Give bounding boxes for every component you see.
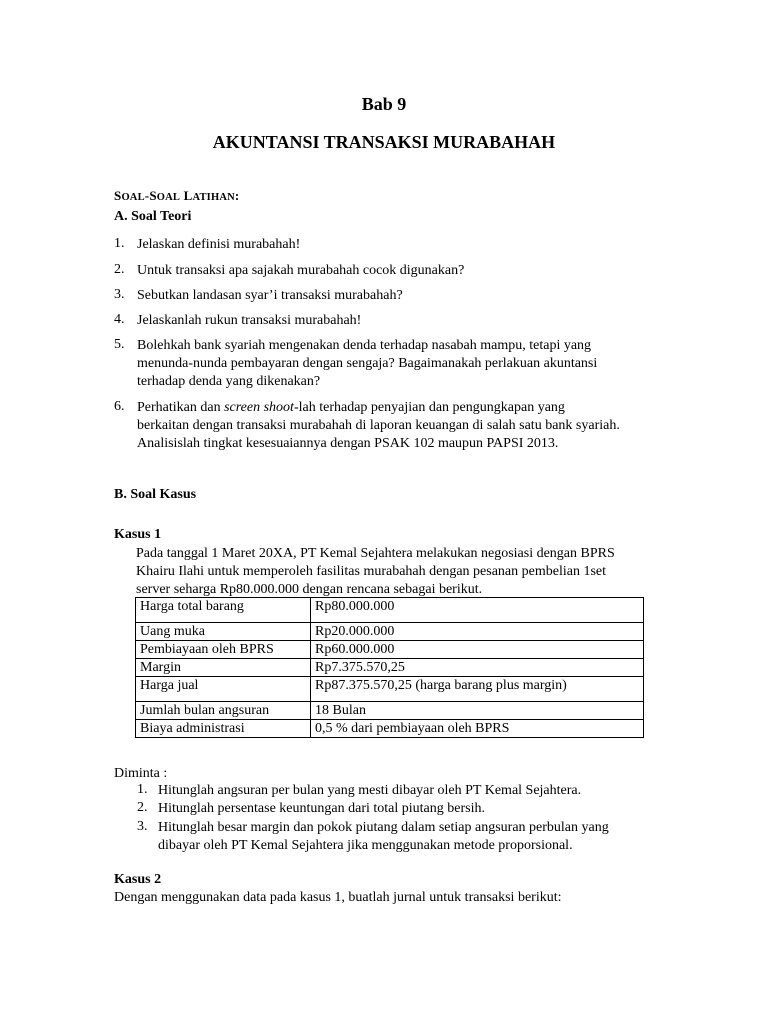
request-item: Hitunglah besar margin dan pokok piutang dalam setiap angsuran perbulan yang [158,820,609,835]
kasus1-paragraph-line: Pada tanggal 1 Maret 20XA, PT Kemal Sejahtera melakukan negosiasi dengan BPRS [136,546,615,561]
list-item-line: terhadap denda yang dikenakan? [137,374,321,389]
list-item: Untuk transaksi apa sajakah murabahah cocok digunakan? [137,263,465,278]
table-row [136,598,644,623]
list-item-number: 1. [114,236,125,251]
request-number: 1. [137,782,148,797]
table-row [136,677,644,702]
kasus1-paragraph-line: server seharga Rp80.000.000 dengan rencana sebagai berikut. [136,582,483,597]
table-cell-label: Harga total barang [136,598,311,623]
table-cell-value: Rp87.375.570,25 (harga barang plus margin) [311,677,644,702]
list-item: Perhatikan dan screen shoot-lah terhadap penyajian dan pengungkapan yang [137,400,565,415]
table-cell-label: Harga jual [136,677,311,702]
list-item: Jelaskanlah rukun transaksi murabahah! [137,313,362,328]
table-cell-label: Uang muka [136,623,311,641]
table-cell-value: Rp7.375.570,25 [311,659,644,677]
list-item-line: berkaitan dengan transaksi murabahah di laporan keuangan di salah satu bank syariah. [137,418,620,433]
table-cell-value: 0,5 % dari pembiayaan oleh BPRS [311,720,644,738]
table-cell-label: Pembiayaan oleh BPRS [136,641,311,659]
request-item-line: dibayar oleh PT Kemal Sejahtera jika menggunakan metode proporsional. [158,838,573,853]
page-title: AKUNTANSI TRANSAKSI MURABAHAH [212,132,556,152]
table-cell-value: 18 Bulan [311,702,644,720]
table-cell-value: Rp80.000.000 [311,598,644,623]
table-row [136,641,644,659]
teori-heading: A. Soal Teori [114,209,192,224]
kasus2-heading: Kasus 2 [114,872,162,887]
request-number: 3. [137,819,148,834]
kasus1-heading: Kasus 1 [114,527,162,542]
request-number: 2. [137,800,148,815]
diminta-label: Diminta : [114,766,168,781]
request-item: Hitunglah persentase keuntungan dari total piutang bersih. [158,801,485,816]
list-item: Sebutkan landasan syar’i transaksi murabahah? [137,288,403,303]
chapter-title: Bab 9 [361,94,407,114]
list-item-number: 4. [114,312,125,327]
list-item-number: 2. [114,262,125,277]
table-row [136,659,644,677]
table-row [136,623,644,641]
list-item-number: 6. [114,399,125,414]
list-item-line: menunda-nunda pembayaran dengan sengaja? Bagaimanakah perlakuan akuntansi [137,356,598,371]
kasus-heading: B. Soal Kasus [114,487,197,502]
list-item-number: 5. [114,337,125,352]
kasus1-paragraph-line: Khairu Ilahi untuk memperoleh fasilitas murabahah dengan pesanan pembelian 1set [136,564,607,579]
table-cell-value: Rp20.000.000 [311,623,644,641]
table-cell-value: Rp60.000.000 [311,641,644,659]
list-item: Jelaskan definisi murabahah! [137,237,301,252]
table-cell-label: Biaya administrasi [136,720,311,738]
request-item: Hitunglah angsuran per bulan yang mesti dibayar oleh PT Kemal Sejahtera. [158,783,582,798]
list-item: Bolehkah bank syariah mengenakan denda terhadap nasabah mampu, tetapi yang [137,338,592,353]
table-cell-label: Jumlah bulan angsuran [136,702,311,720]
table-row [136,702,644,720]
list-item-line: Analisislah tingkat kesesuaiannya dengan PSAK 102 maupun PAPSI 2013. [137,436,559,451]
section-label: SOAL-SOAL LATIHAN: [114,188,240,203]
kasus1-table [135,597,644,738]
table-row [136,720,644,738]
table-cell-label: Margin [136,659,311,677]
list-item-number: 3. [114,287,125,302]
kasus2-text: Dengan menggunakan data pada kasus 1, buatlah jurnal untuk transaksi berikut: [114,890,562,905]
